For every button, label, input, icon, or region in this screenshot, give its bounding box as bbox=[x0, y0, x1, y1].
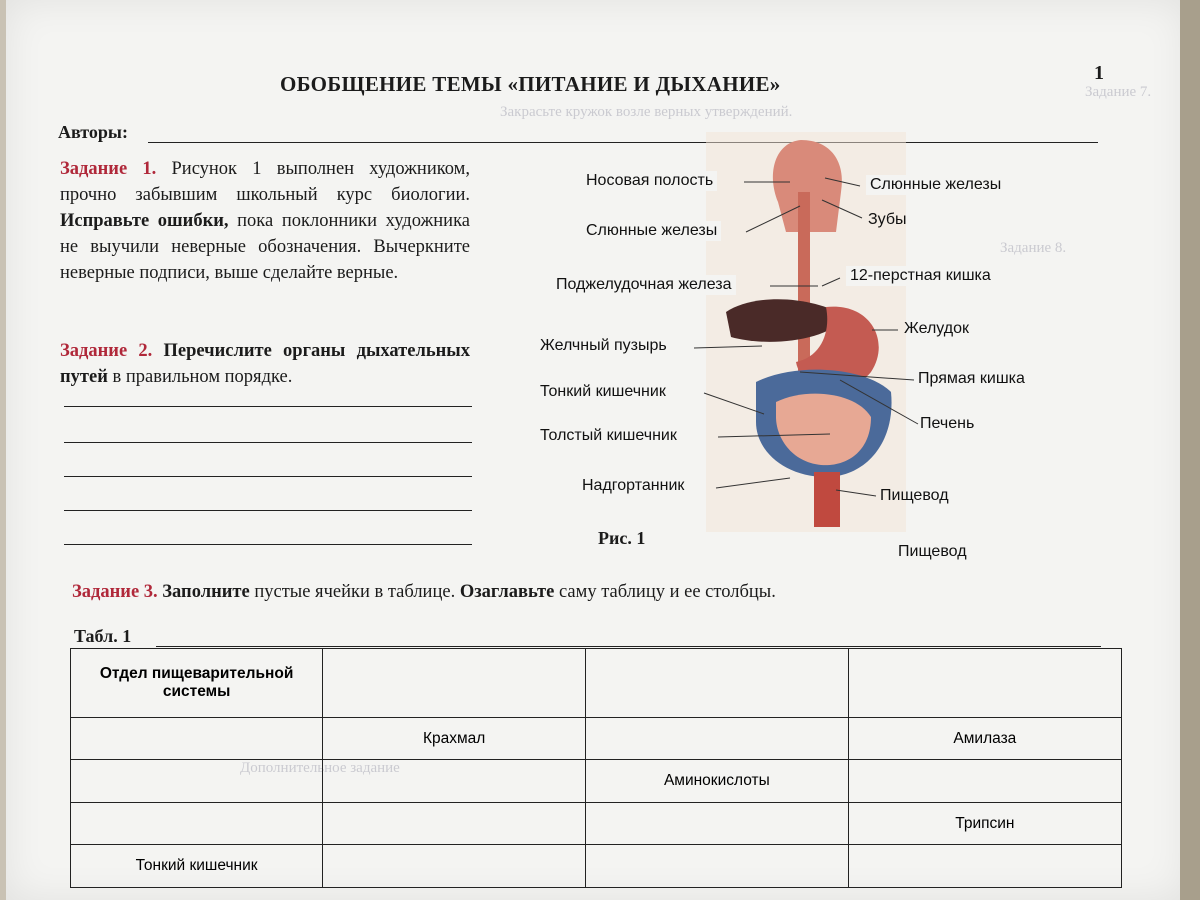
table-cell-empty[interactable] bbox=[848, 845, 1121, 888]
task2-text: в правильном порядке. bbox=[112, 367, 293, 387]
task3-bold-a: Заполните bbox=[162, 582, 250, 602]
task3-text-a: пустые ячейки в таблице. bbox=[254, 582, 456, 602]
figure-caption: Рис. 1 bbox=[598, 528, 646, 548]
table-cell-empty[interactable] bbox=[71, 760, 323, 803]
figure-label: Надгортанник bbox=[582, 477, 685, 494]
table-header-cell: Отдел пищеварительной системы bbox=[71, 649, 323, 718]
table-cell-empty[interactable] bbox=[585, 717, 848, 760]
task1-bold: Исправьте ошибки, bbox=[60, 211, 229, 231]
figure-label: Толстый кишечник bbox=[540, 427, 677, 444]
task3-bold-b: Озаглавьте bbox=[459, 582, 555, 602]
task1-label: Задание 1. bbox=[60, 159, 157, 179]
figure-label: Поджелудочная железа bbox=[552, 275, 736, 295]
figure-label: Зубы bbox=[868, 211, 907, 228]
authors-label: Авторы: bbox=[58, 122, 128, 142]
table-cell: Аминокислоты bbox=[585, 760, 848, 803]
figure-label: Прямая кишка bbox=[918, 370, 1025, 387]
table-cell-empty[interactable] bbox=[848, 649, 1121, 718]
table-cell: Амилаза bbox=[848, 717, 1121, 760]
table-cell-empty[interactable] bbox=[71, 802, 323, 845]
table-label: Табл. 1 bbox=[74, 626, 132, 646]
figure-label: 12-перстная кишка bbox=[846, 266, 995, 286]
figure-label: Желудок bbox=[904, 320, 969, 337]
table-cell-empty[interactable] bbox=[71, 717, 323, 760]
task1-text-a: Рисунок 1 выполнен художником, прочно забывшим школьный курс биологии. bbox=[60, 159, 470, 205]
show-through-text: Задание 7. bbox=[1085, 84, 1152, 100]
table-cell: Тонкий кишечник bbox=[71, 845, 323, 888]
task2-label: Задание 2. bbox=[60, 341, 153, 361]
table-cell-empty[interactable] bbox=[323, 649, 586, 718]
table-cell-empty[interactable] bbox=[585, 802, 848, 845]
page-title: ОБОБЩЕНИЕ ТЕМЫ «ПИТАНИЕ И ДЫХАНИЕ» bbox=[280, 72, 781, 96]
show-through-text: Закрасьте кружок возле верных утверждений. bbox=[500, 104, 793, 120]
table-cell-empty[interactable] bbox=[585, 649, 848, 718]
page-number: 1 bbox=[1094, 62, 1104, 84]
task2-bold: Перечислите органы дыхательных путей bbox=[60, 341, 470, 387]
figure-label: Слюнные железы bbox=[866, 175, 1005, 195]
table-cell-empty[interactable] bbox=[848, 760, 1121, 803]
table-title-input-line[interactable] bbox=[156, 646, 1101, 647]
task1-text-b: пока поклонники художника не выучили неверные обозначения. Вычеркните неверные подписи, выше сделайте верные. bbox=[60, 211, 470, 283]
figure-label: Пищевод bbox=[898, 543, 967, 560]
figure-label: Носовая полость bbox=[582, 171, 717, 191]
figure-label: Желчный пузырь bbox=[540, 337, 667, 354]
table-cell-empty[interactable] bbox=[323, 845, 586, 888]
figure-label: Слюнные железы bbox=[582, 221, 721, 241]
table-cell-empty[interactable] bbox=[323, 760, 586, 803]
task3-text bbox=[72, 582, 776, 603]
table-cell: Трипсин bbox=[848, 802, 1121, 845]
show-through-text: Задание 8. bbox=[1000, 240, 1067, 256]
table-cell: Крахмал bbox=[323, 717, 586, 760]
figure-label: Печень bbox=[920, 415, 975, 432]
task3-text-b: саму таблицу и ее столбцы. bbox=[559, 582, 776, 602]
table-cell-empty[interactable] bbox=[585, 845, 848, 888]
figure-label: Пищевод bbox=[880, 487, 949, 504]
show-through-text: Дополнительное задание bbox=[240, 760, 400, 776]
table-cell-empty[interactable] bbox=[323, 802, 586, 845]
digestion-table bbox=[70, 648, 1122, 888]
task3-label: Задание 3. bbox=[72, 582, 158, 602]
figure-label: Тонкий кишечник bbox=[540, 383, 666, 400]
